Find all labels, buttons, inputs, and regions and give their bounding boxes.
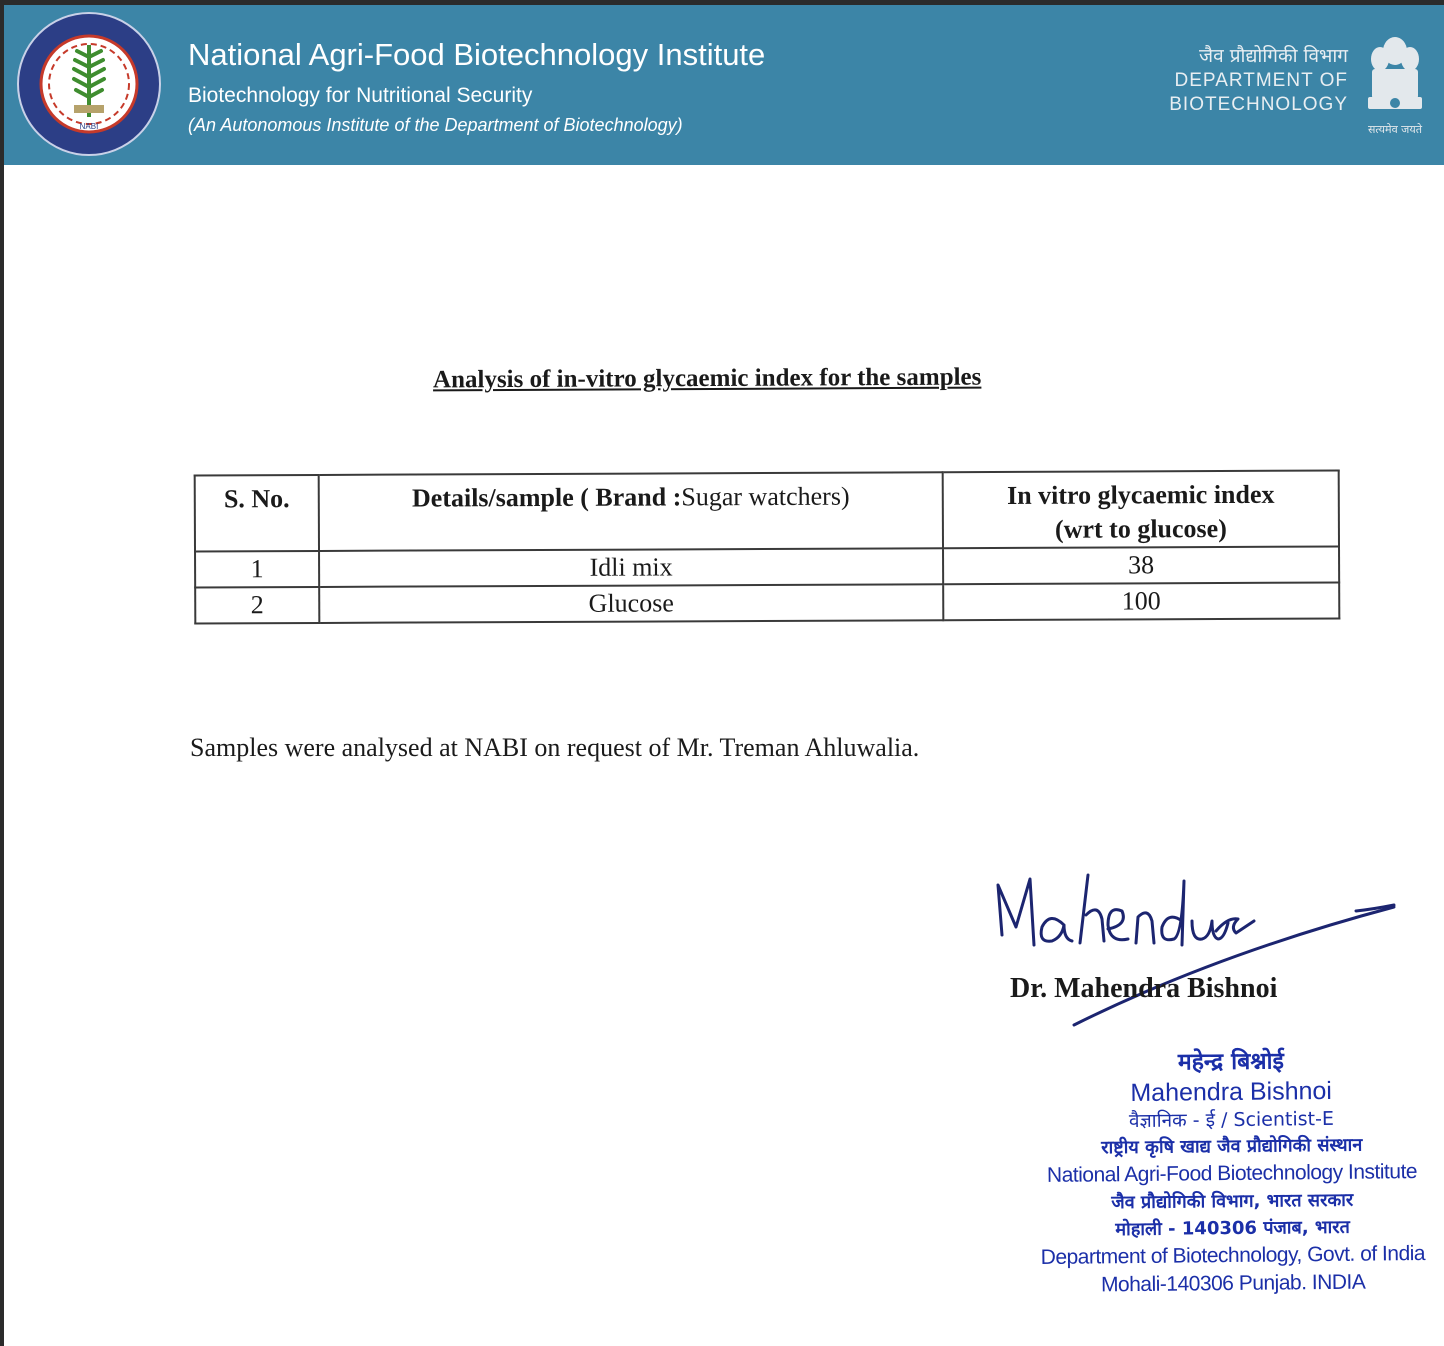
stamp-address-hindi: मोहाली - 140306 पंजाब, भारत [1115,1216,1350,1241]
stamp-institute-hindi: राष्ट्रीय कृषि खाद्य जैव प्रौद्योगिकी संस्थान [1101,1134,1363,1159]
header-sno: S. No. [195,475,319,552]
stamp-name-english: Mahendra Bishnoi [1130,1076,1333,1108]
header-glycaemic-index [943,471,1339,549]
row-1-sample: Idli mix [319,548,943,587]
official-stamp [1023,1045,1442,1300]
handwritten-signature [984,865,1404,1035]
row-1-gi: 38 [943,547,1339,585]
stamp-name-hindi: महेन्द्र बिश्नोई [1177,1048,1284,1076]
header-gi-line-1: In vitro glycaemic index [1006,479,1275,510]
stamp-department-hindi: जैव प्रौद्योगिकी विभाग, भारत सरकार [1111,1189,1354,1214]
row-2-gi: 100 [943,583,1339,621]
table-row [195,547,1339,588]
svg-text:सत्यमेव जयते: सत्यमेव जयते [1367,123,1423,136]
department-block [1169,43,1348,117]
header-details [319,472,943,551]
department-hindi: जैव प्रौद्योगिकी विभाग [1199,45,1348,67]
row-1-sno: 1 [195,551,319,588]
stamp-designation: वैज्ञानिक - ई / Scientist-E [1128,1107,1335,1133]
national-emblem-icon [1362,29,1428,141]
stamp-address-english: Mohali-140306 Punjab. INDIA [1100,1270,1366,1297]
row-2-sno: 2 [195,587,319,624]
document-title: Analysis of in-vitro glycaemic index for the samples [432,363,982,394]
department-line-2: BIOTECHNOLOGY [1169,94,1348,115]
table-header-row [195,471,1339,552]
nabi-logo-icon [16,11,162,157]
institute-subtitle: (An Autonomous Institute of the Department of Biotechnology) [188,115,683,135]
letterhead [4,5,1444,165]
institute-tagline: Biotechnology for Nutritional Security [188,84,533,107]
results-table [194,470,1341,625]
header-gi-line-2: (wrt to glucose) [1054,513,1227,544]
document-page [4,5,1444,1346]
stamp-institute-english: National Agri-Food Biotechnology Institute [1046,1160,1418,1187]
department-line-1: DEPARTMENT OF [1174,70,1348,91]
header-details-label: Details/sample ( Brand : [411,482,682,513]
svg-text:NABI: NABI [79,122,99,131]
stamp-department-english: Department of Biotechnology, Govt. of India [1040,1241,1426,1270]
row-2-sample: Glucose [319,584,943,623]
header-brand-name: Sugar watchers) [681,481,850,512]
table-row [195,583,1339,624]
analysis-note: Samples were analysed at NABI on request of Mr. Treman Ahluwalia. [190,733,920,762]
institute-name: National Agri-Food Biotechnology Institute [188,37,766,72]
signer-name: Dr. Mahendra Bishnoi [1010,973,1278,1004]
